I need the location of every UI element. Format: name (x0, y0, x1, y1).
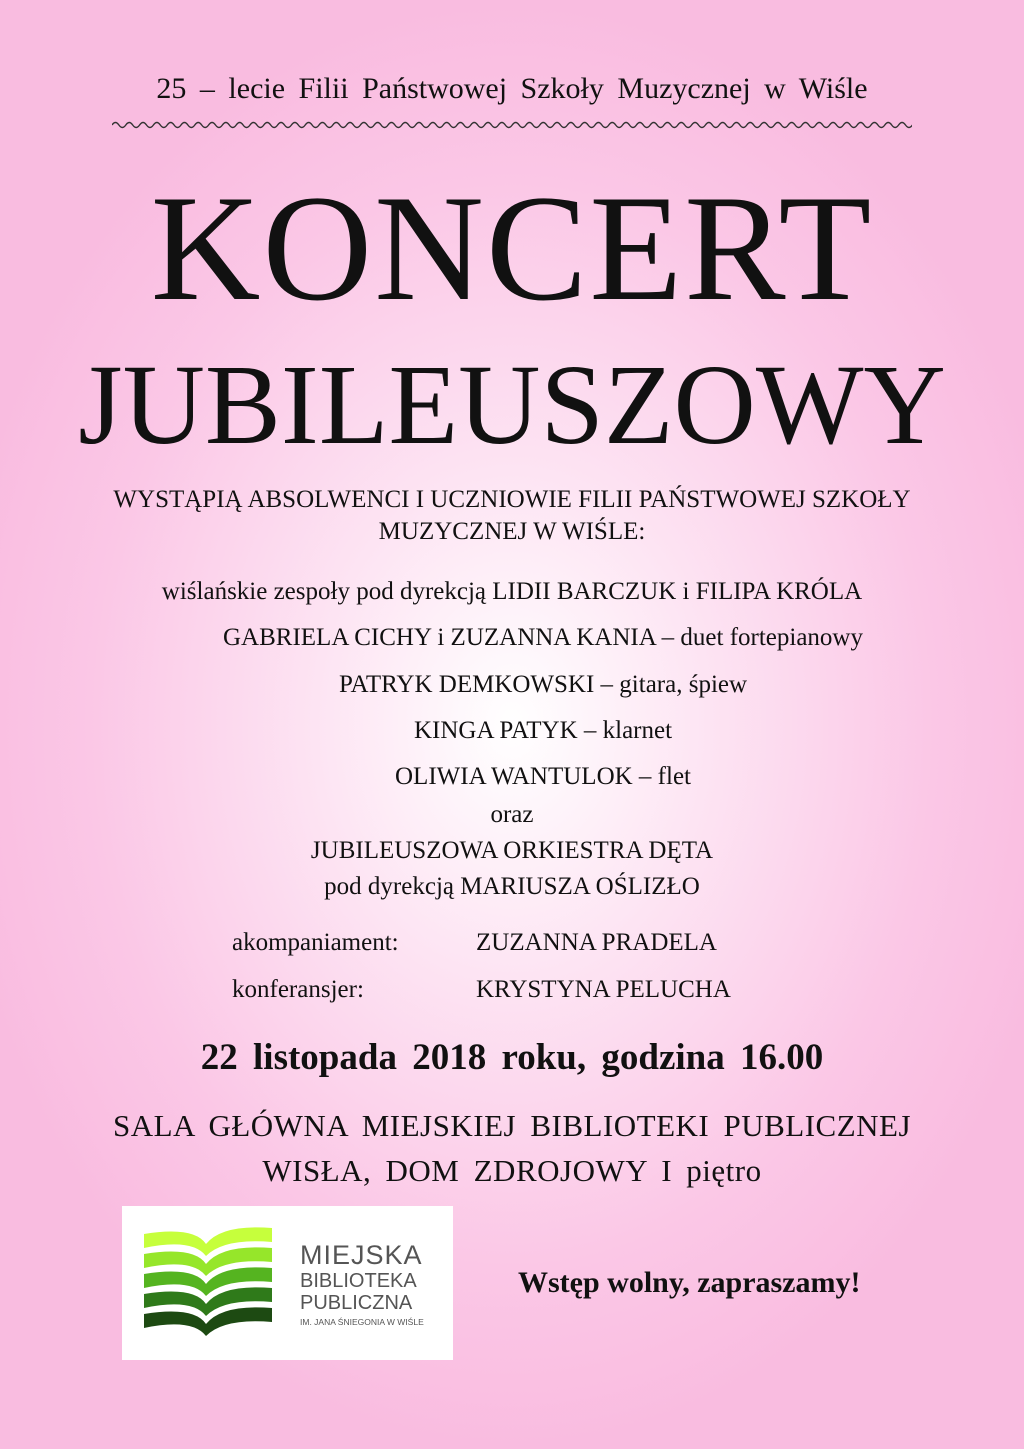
tilde-divider (112, 118, 912, 132)
intro-line-1: WYSTĄPIĄ ABSOLWENCI I UCZNIOWIE FILII PAŃSTWOWEJ SZKOŁY (113, 486, 911, 513)
library-logo (122, 1206, 453, 1360)
intro-line-2: MUZYCZNEJ W WIŚLE: (378, 518, 646, 545)
logo-text-line-2: BIBLIOTEKA (300, 1270, 417, 1292)
logo-text-line-4: IM. JANA ŚNIEGONIA W WIŚLE (300, 1317, 424, 1327)
logo-text-line-3: PUBLICZNA (300, 1292, 413, 1314)
credit-name: ZUZANNA PRADELA (476, 929, 717, 956)
performer-line: oraz (490, 801, 534, 828)
performer-line: wiślańskie zespoły pod dyrekcją LIDII BARCZUK i FILIPA KRÓLA (161, 578, 863, 605)
venue-line-2: WISŁA, DOM ZDROJOWY I piętro (262, 1153, 762, 1188)
credit-label: akompaniament: (232, 929, 399, 956)
credit-label: konferansjer: (232, 976, 364, 1003)
logo-text-line-1: MIEJSKA (300, 1240, 423, 1270)
venue-line-1: SALA GŁÓWNA MIEJSKIEJ BIBLIOTEKI PUBLICZNEJ (112, 1108, 912, 1143)
performer-line: JUBILEUSZOWA ORKIESTRA DĘTA (310, 837, 714, 864)
performer-line: pod dyrekcją MARIUSZA OŚLIZŁO (324, 873, 700, 900)
free-entry-text: Wstęp wolny, zapraszamy! (518, 1266, 861, 1299)
intro-text (0, 484, 1024, 548)
credit-name: KRYSTYNA PELUCHA (476, 976, 731, 1003)
performer-line: PATRYK DEMKOWSKI – gitara, śpiew (338, 671, 748, 698)
title-jubileuszowy: JUBILEUSZOWY (78, 341, 946, 468)
poster-subtitle: 25 – lecie Filii Państwowej Szkoły Muzycznej w Wiśle (156, 72, 868, 105)
performer-line: OLIWIA WANTULOK – flet (395, 763, 691, 790)
event-date: 22 listopada 2018 roku, godzina 16.00 (200, 1037, 824, 1078)
performer-line: KINGA PATYK – klarnet (413, 717, 673, 744)
performer-line: GABRIELA CICHY i ZUZANNA KANIA – duet fortepianowy (223, 624, 863, 651)
book-stack-icon (144, 1222, 284, 1352)
title-koncert: KONCERT (150, 164, 874, 332)
